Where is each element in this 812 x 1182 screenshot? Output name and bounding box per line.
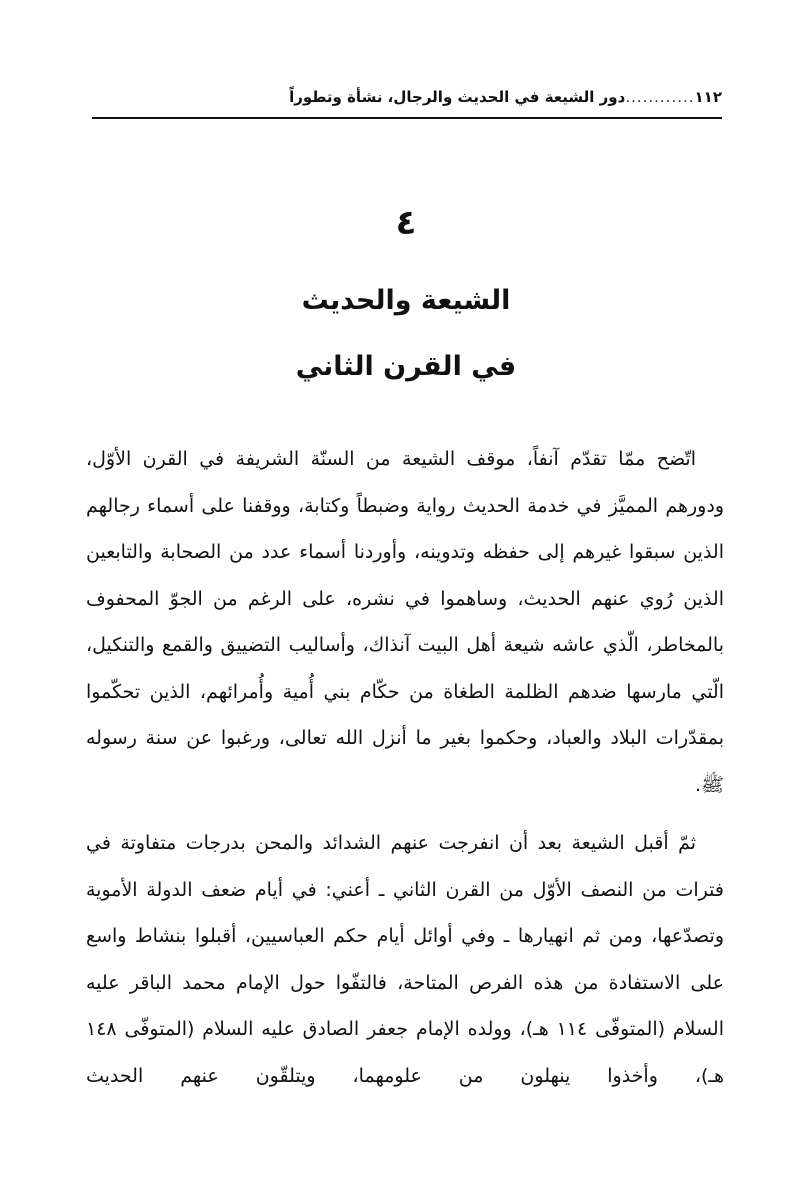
header-running-title: دور الشيعة في الحديث والرجال، نشأة وتطوراً	[289, 88, 626, 106]
header-title-group	[289, 88, 722, 106]
paragraph-1: اتّضح ممّا تقدّم آنفاً، موقف الشيعة من السنّة الشريفة في القرن الأوّل، ودورهم المميَّز في خدمة الحديث رواية وضبطاً وكتابة، ووقفنا على أسماء رجالهم الذين سبقوا غيرهم إلى حفظه وتدوينه، وأوردنا أسماء عدد من الصحابة والتابعين الذين رُوي عنهم الحديث، وساهموا في نشره، على الرغم من الجوّ المحفوف بالمخاطر، الّذي عاشه شيعة أهل البيت آنذاك، وأساليب التضييق والقمع والتنكيل، الّتي مارسها ضدهم الظلمة الطغاة من حكّام بني أُمية وأُمرائهم، الذين تحكّموا بمقدّرات البلاد والعباد، وحكموا بغير ما أنزل الله تعالى، ورغبوا عن سنة رسوله ﷺ.	[86, 448, 724, 796]
header-rule	[92, 117, 722, 119]
header-page-number: ١١٢	[694, 88, 722, 106]
chapter-title-line-1: الشيعة والحديث	[301, 285, 511, 316]
body-text	[86, 436, 724, 1099]
running-header	[92, 74, 722, 106]
header-leader-dots: ............	[625, 88, 695, 106]
paragraph-2: ثمّ أقبل الشيعة بعد أن انفرجت عنهم الشدائد والمحن بدرجات متفاوتة في فترات من النصف الأوّل من القرن الثاني ـ أعني: في أيام ضعف الدولة الأموية وتصدّعها، ومن ثم انهيارها ـ وفي أوائل أيام حكم العباسيين، أقبلوا بنشاط واسع على الاستفادة من هذه الفرص المتاحة، فالتفّوا حول الإمام محمد الباقر عليه السلام (المتوفّى ١١٤ هـ)، وولده الإمام جعفر الصادق عليه السلام (المتوفّى ١٤٨ هـ)، وأخذوا ينهلون من علومهما، ويتلقّون عنهم الحديث	[86, 832, 724, 1087]
chapter-title-line-2: في القرن الثاني	[295, 351, 517, 382]
chapter-number: ٤	[395, 203, 417, 243]
paragraph-gap	[86, 808, 724, 820]
